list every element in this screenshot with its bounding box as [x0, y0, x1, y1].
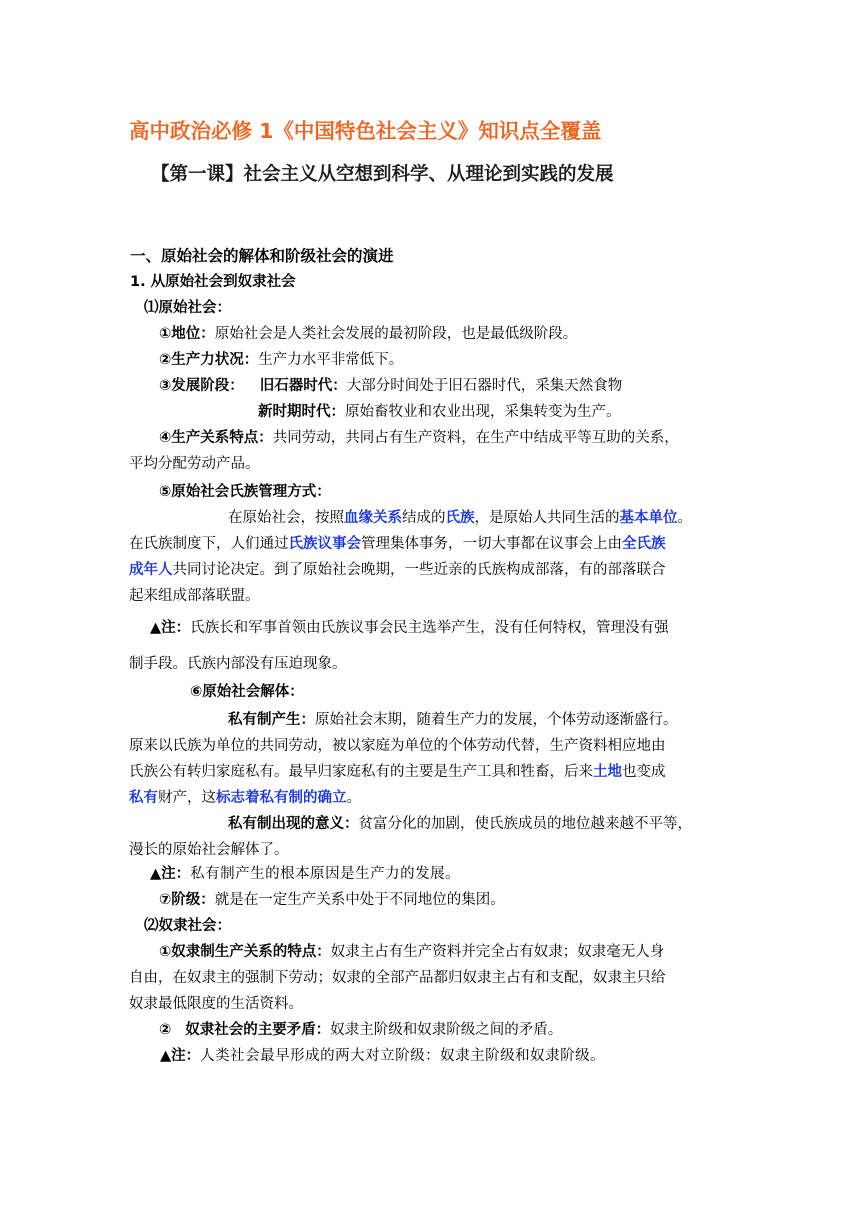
- private-property-line2: 原来以氏族为单位的共同劳动，被以家庭为单位的个体劳动代替，生产资料相应地由: [129, 738, 666, 754]
- lesson-title: 【第一课】社会主义从空想到科学、从理论到实践的发展: [151, 164, 614, 185]
- note-classes: ▲注：人类社会最早形成的两大对立阶级：奴隶主阶级和奴隶阶级。: [160, 1048, 606, 1064]
- item-productivity: ②生产力状况：生产力水平非常低下。: [159, 352, 404, 368]
- significance-line2: 漫长的原始社会解体了。: [129, 842, 289, 858]
- significance-line1: 私有制出现的意义：贫富分化的加剧，使氏族成员的地位越来越不平等，: [228, 816, 692, 832]
- document-title: 高中政治必修 1《中国特色社会主义》知识点全覆盖: [129, 119, 602, 143]
- private-property-line4: 私有财产，这标志着私有制的确立。: [129, 790, 361, 806]
- private-property-line3: 氏族公有转归家庭私有。最早归家庭私有的主要是生产工具和牲畜，后来土地也变成: [129, 764, 666, 780]
- slavery-relations-line3: 奴隶最低限度的生活资料。: [129, 996, 303, 1012]
- slavery-relations-line2: 自由，在奴隶主的强制下劳动；奴隶的全部产品都归奴隶主占有和支配，奴隶主只给: [129, 970, 666, 986]
- part-heading-primitive: ⑴原始社会：: [144, 300, 231, 316]
- slavery-relations-line1: ①奴隶制生产关系的特点：奴隶主占有生产资料并完全占有奴隶；奴隶毫无人身: [159, 944, 665, 960]
- subsection-heading: 1. 从原始社会到奴隶社会: [130, 274, 296, 290]
- section-heading: 一、原始社会的解体和阶级社会的演进: [130, 247, 394, 265]
- part-heading-slavery: ⑵奴隶社会：: [144, 918, 231, 934]
- clan-paragraph-line4: 起来组成部落联盟。: [129, 588, 260, 604]
- item-class: ⑦阶级：就是在一定生产关系中处于不同地位的集团。: [159, 892, 505, 908]
- item-status: ①地位：原始社会是人类社会发展的最初阶段，也是最低级阶段。: [159, 326, 578, 342]
- item-relations: ④生产关系特点：共同劳动，共同占有生产资料，在生产中结成平等互助的关系，: [159, 430, 679, 446]
- item-relations-cont: 平均分配劳动产品。: [129, 456, 260, 472]
- clan-paragraph-line2: 在氏族制度下，人们通过氏族议事会管理集体事务，一切大事都在议事会上由全氏族: [129, 536, 666, 552]
- clan-paragraph-line1: 在原始社会，按照血缘关系结成的氏族，是原始人共同生活的基本单位。: [228, 510, 692, 526]
- item-clan-management: ⑤原始社会氏族管理方式：: [159, 484, 331, 500]
- clan-paragraph-line3: 成年人共同讨论决定。到了原始社会晚期，一些近亲的氏族构成部落，有的部落联合: [129, 562, 666, 578]
- note-private-property: ▲注：私有制产生的根本原因是生产力的发展。: [150, 866, 461, 882]
- private-property-line1: 私有制产生：原始社会末期，随着生产力的发展，个体劳动逐渐盛行。: [228, 712, 678, 728]
- slavery-contradiction: ② 奴隶社会的主要矛盾：奴隶主阶级和奴隶阶级之间的矛盾。: [159, 1022, 563, 1038]
- item-dissolution: ⑥原始社会解体：: [190, 684, 304, 700]
- note-clan: ▲注：氏族长和军事首领由氏族议事会民主选举产生，没有任何特权，管理没有强: [150, 620, 669, 636]
- item-stages: ③发展阶段： 旧石器时代：大部分时间处于旧石器时代，采集天然食物: [159, 378, 623, 394]
- note-clan-cont: 制手段。氏族内部没有压迫现象。: [129, 656, 347, 672]
- item-stages-neolithic: 新时期时代：原始畜牧业和农业出现，采集转变为生产。: [258, 404, 621, 420]
